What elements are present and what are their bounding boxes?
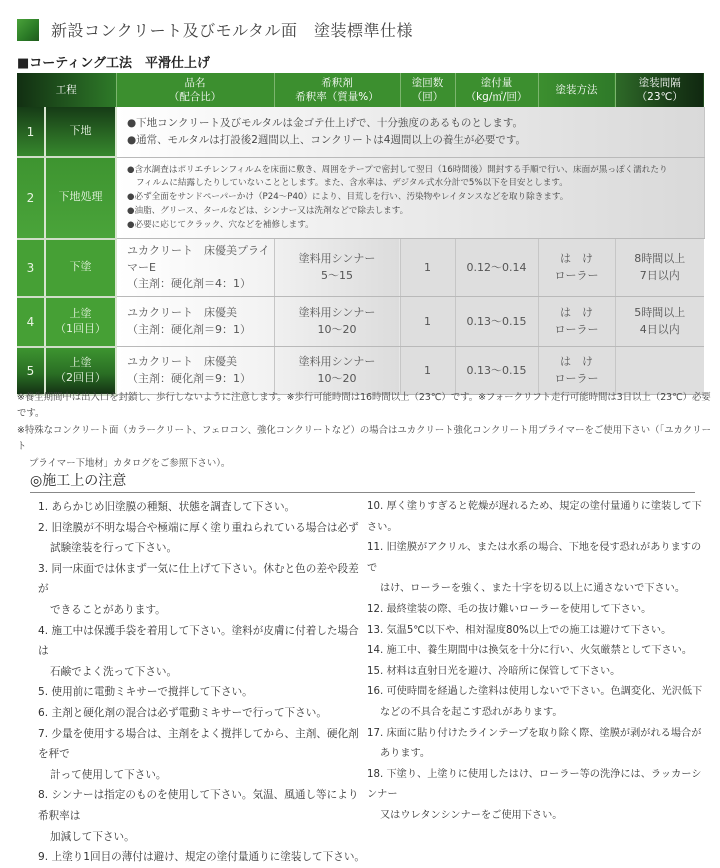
caution-item: 9. 上塗り1回目の薄付は避け、規定の塗付量通りに塗装して下さい。 [38,851,366,864]
caution-item: 5. 使用前に電動ミキサーで撹拌して下さい。 [38,686,253,699]
caution-item: 4. 施工中は保護手袋を着用して下さい。塗料が皮膚に付着した場合は 石鹸でよく洗って下さい。 [38,624,359,678]
step-number: 1 [17,107,45,157]
header-amount: 塗付量 （kg/㎡/回） [455,73,538,107]
interval-cell [615,347,704,395]
header-product: 品名 （配合比） [116,73,274,107]
caution-item: 16. 可使時間を経過した塗料は使用しないで下さい。色調変化、光沢低下 などの不具合を起こす恐れがあります。 [367,686,703,718]
thinner-cell: 塗料用シンナー 5〜15 [274,239,400,297]
header-coats: 塗回数 （回） [400,73,455,107]
caution-item: 17. 床面に貼り付けたラインテープを取り除く際、塗膜が剥がれる場合が あります。 [367,727,702,760]
step-description: ●含水調査はポリエチレンフィルムを床面に敷き、周囲をテープで密封して翌日（16時間後）開封する手順で行い、床面が黒っぽく濡れたり フィルムに結露したりしていないこととします。また、含水率は、デジタル式水分計で5%以下を目安とします。 ●必ず全面をサンドペーパーかけ（P24〜P40）により、目荒しを行い、汚染物やレイタンスなどを取り除きます。 ●油脂、グリース、タールなどは、シンナー又は洗剤などで除去します。 ●必要に応じてクラック、穴などを補修します。 [116,157,704,239]
caution-item: 15. 材料は直射日光を避け、冷暗所に保管して下さい。 [367,665,621,677]
interval-cell: 5時間以上 4日以内 [615,297,704,347]
header-interval: 塗装間隔 （23℃） [615,73,704,107]
amount-cell: 0.12〜0.14 [455,239,538,297]
method-cell: は け ローラー [538,239,615,297]
caution-item: 10. 厚く塗りすぎると乾燥が遅れるため、規定の塗付量通りに塗装して下さい。 [367,501,702,533]
step-name: 下地処理 [45,157,116,239]
note-line: プライマー下地材」カタログをご参照下さい）。 [29,457,231,469]
caution-item: 13. 気温5℃以下や、相対湿度80%以上での施工は避けて下さい。 [367,624,672,636]
method-cell: は け ローラー [538,297,615,347]
header-method: 塗装方法 [538,73,615,107]
table-notes [17,390,717,472]
caution-list-right [367,497,707,827]
step-description: ●下地コンクリート及びモルタルは金ゴテ仕上げで、十分強度のあるものとします。 ●通常、モルタルは打設後2週間以上、コンクリートは4週間以上の養生が必要です。 [116,107,704,157]
caution-item: 2. 旧塗膜が不明な場合や極端に厚く塗り重ねられている場合は必ず 試験塗装を行って下さい。 [38,521,359,555]
caution-item: 6. 主剤と硬化剤の混合は必ず電動ミキサーで行って下さい。 [38,706,327,719]
step-name: 上塗 （1回目） [45,297,116,347]
table-row [17,157,704,239]
caution-item: 1. あらかじめ旧塗膜の種類、状態を調査して下さい。 [38,501,296,513]
section-subtitle: ■コーティング工法 平滑仕上げ [17,56,210,71]
caution-item: 18. 下塗り、上塗りに使用したはけ、ローラー等の洗浄には、ラッカーシンナー 又はウレタンシンナーをご使用下さい。 [367,768,702,821]
caution-list-left [38,497,368,868]
step-name: 上塗 （2回目） [45,347,116,395]
method-cell: は け ローラー [538,347,615,395]
table-header-row [17,73,704,107]
header-step: 工程 [17,73,116,107]
table-row [17,297,704,347]
table-row [17,239,704,297]
amount-cell: 0.13〜0.15 [455,347,538,395]
product-cell: ユカクリート 床優美 （主剤：硬化剤＝9：1） [116,347,274,395]
page-title: 新設コンクリート及びモルタル面 塗装標準仕様 [51,21,414,40]
divider [30,492,695,493]
caution-item: 12. 最終塗装の際、毛の抜け難いローラーを使用して下さい。 [367,603,652,615]
step-number: 4 [17,297,45,347]
thinner-cell: 塗料用シンナー 10〜20 [274,297,400,347]
caution-item: 11. 旧塗膜がアクリル、または水系の場合、下地を侵す恐れがありますので はけ、ローラーを強く、また十字を切る以上に通さないで下さい。 [367,542,702,595]
caution-item: 14. 施工中、養生期間中は換気を十分に行い、火気厳禁として下さい。 [367,645,693,657]
header-thinner: 希釈剤 希釈率（質量%） [274,73,400,107]
step-name: 下塗 [45,239,116,297]
amount-cell: 0.13〜0.15 [455,297,538,347]
thinner-cell: 塗料用シンナー 10〜20 [274,347,400,395]
spec-table [17,73,705,396]
step-number: 5 [17,347,45,395]
step-number: 2 [17,157,45,239]
green-square-icon [17,19,39,41]
product-cell: ユカクリート 床優美プライマーE （主剤：硬化剤＝4：1） [116,239,274,297]
caution-title: ◎施工上の注意 [30,473,127,489]
note-line: ※特殊なコンクリート面（カラークリート、フェロコン、強化コンクリートなど）の場合はユカクリート強化コンクリート用プライマーをご使用下さい（「ユカクリート [17,424,712,453]
interval-cell: 8時間以上 7日以内 [615,239,704,297]
page-header [17,18,413,41]
step-number: 3 [17,239,45,297]
caution-item: 7. 少量を使用する場合は、主剤をよく撹拌してから、主剤、硬化剤を秤で 計って使用して下さい。 [38,727,359,781]
note-line: ※養生期間中は出入口を封鎖し、歩行しないように注意します。※歩行可能時間は16時間以上（23℃）です。※フォークリフト走行可能時間は3日以上（23℃）必要です。 [17,392,711,420]
product-cell: ユカクリート 床優美 （主剤：硬化剤＝9：1） [116,297,274,347]
caution-item: 8. シンナーは指定のものを使用して下さい。気温、風通し等により希釈率は 加減して下さい。 [38,789,359,843]
coats-cell: 1 [400,297,455,347]
table-row [17,347,704,395]
table-row [17,107,704,157]
step-name: 下地 [45,107,116,157]
caution-item: 3. 同一床面では休まず一気に仕上げて下さい。休むと色の差や段差が できることがあります。 [38,562,359,616]
coats-cell: 1 [400,239,455,297]
coats-cell: 1 [400,347,455,395]
